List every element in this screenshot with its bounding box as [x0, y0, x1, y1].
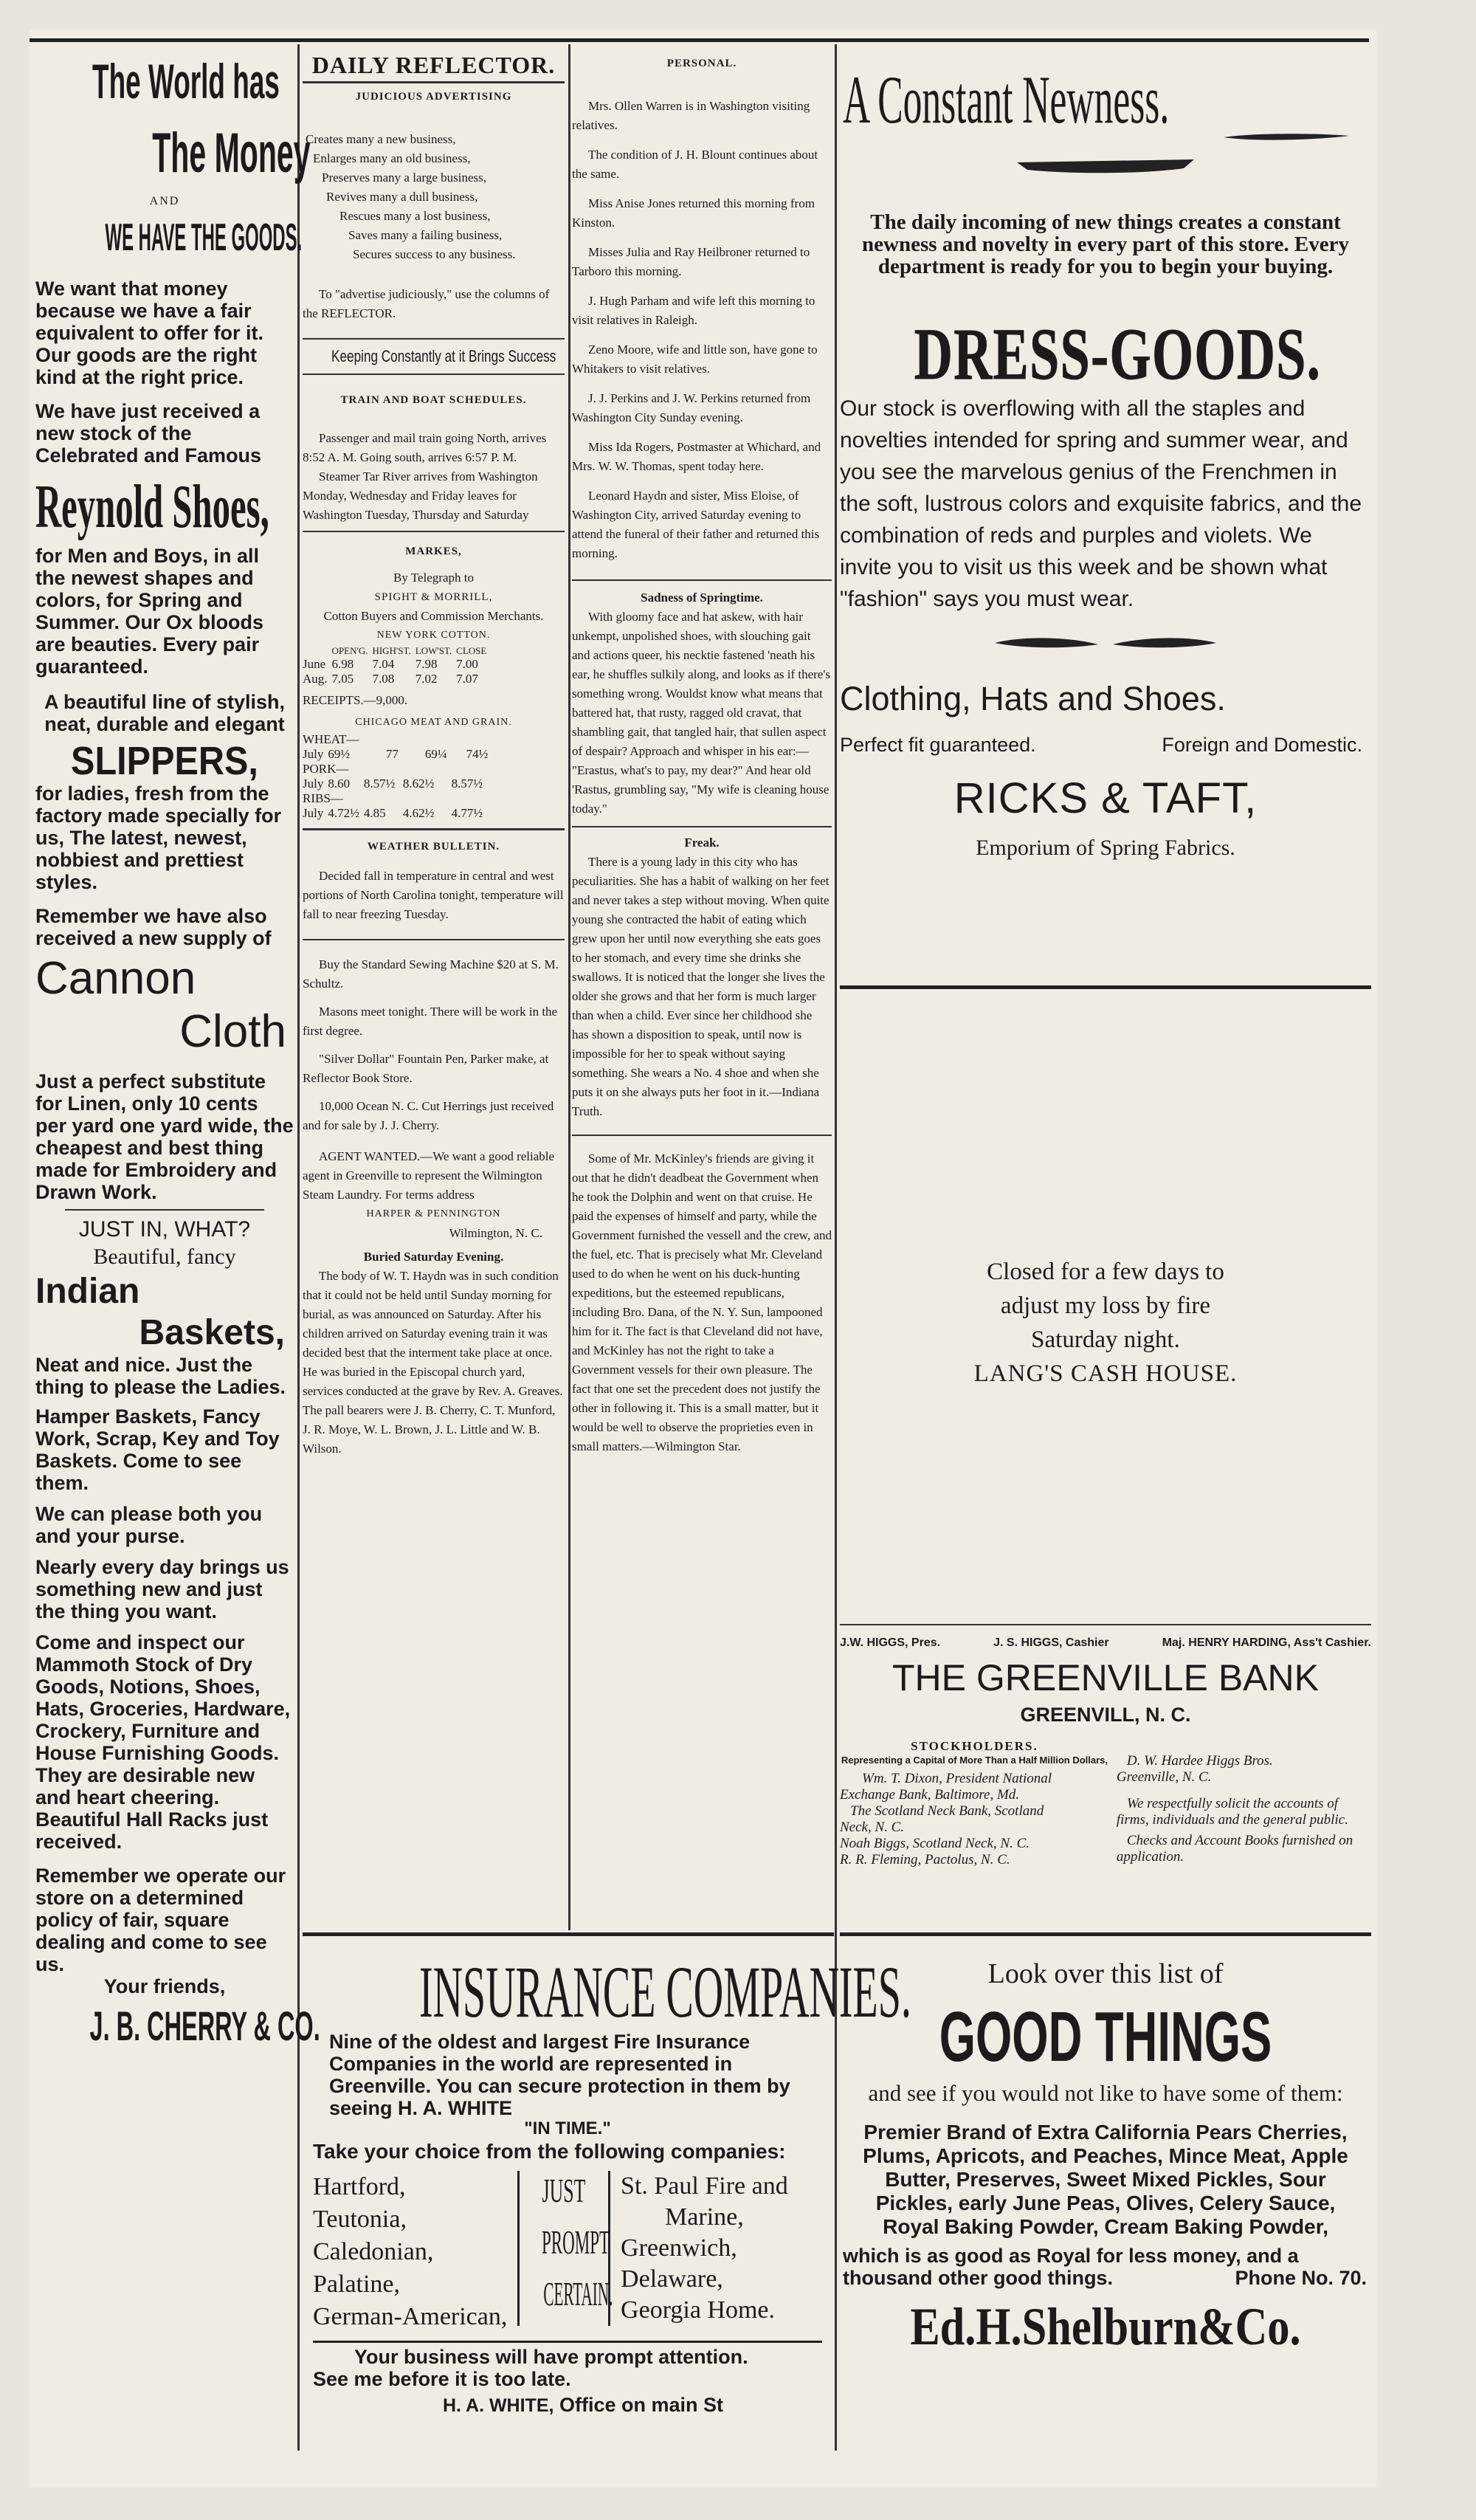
local-item: 10,000 Ocean N. C. Cut Herrings just received and for sale by J. J. Cherry. [303, 1099, 554, 1132]
cell: 7.07 [456, 672, 478, 686]
cherry-paragraph-4: A beautiful line of stylish, neat, durable and elegant [44, 691, 286, 735]
cherry-paragraph-9: Hamper Baskets, Fancy Work, Scrap, Key and Toy Baskets. Come to see them. [35, 1405, 280, 1494]
personal-heading: PERSONAL. [666, 58, 737, 69]
company: St. Paul Fire and [621, 2172, 788, 2200]
look-over: Look over this list of [987, 1958, 1224, 1989]
lang-notice [840, 989, 1371, 1624]
reflector-masthead: DAILY REFLECTOR. [303, 52, 565, 83]
personal-item: Zeno Moore, wife and little son, have gone to Whitakers to visit relatives. [572, 342, 818, 376]
sadness-text: With gloomy face and hat askew, with hair unkempt, unpolished shoes, with slouching gait and actions queer, his necktie fastened 'neath his ear, he shuffles sulkily along, and looks as if there's something wrong. Wouldst know what means that battered hat, that rusty, ragged old cravat, that shambling gait, that tangled hair, that sullen aspect of despair? Approach and whisper in his ear:— "Erastus, what's to pay, my dear?" And hear old 'Rastus, grumbling say, "My wife is cleaning house today." [572, 610, 831, 816]
left-companies [313, 2171, 517, 2333]
lang-line: Closed for a few days to [987, 1259, 1224, 1285]
judicious-line: Creates many a new business, [306, 132, 456, 146]
good-things-title: GOOD THINGS [939, 1997, 1272, 2076]
grain-row [303, 747, 492, 762]
cotton-row [303, 657, 491, 672]
judicious-line: Saves many a failing business, [348, 228, 503, 242]
local-item: "Silver Dollar" Fountain Pen, Parker make, at Reflector Book Store. [303, 1052, 549, 1085]
stockholder-line: Exchange Bank, Baltimore, Md. [840, 1787, 1020, 1803]
lang-line: adjust my loss by fire [1000, 1292, 1211, 1319]
local-item: Masons meet tonight. There will be work in the first degree. [303, 1005, 558, 1038]
just-in: JUST IN, WHAT? [78, 1217, 251, 1242]
beautiful-fancy: Beautiful, fancy [93, 1244, 236, 1269]
ricks-headline: A Constant Newness. [843, 62, 1170, 137]
cell: 7.02 [415, 672, 438, 686]
bank-name: THE GREENVILLE BANK [892, 1657, 1319, 1698]
just-prompt-certain [517, 2171, 613, 2326]
emporium: Emporium of Spring Fabrics. [976, 836, 1235, 860]
insurance-office: Office on main St [559, 2394, 723, 2416]
cherry-paragraph-13: Beautiful Hall Racks just received. [35, 1808, 269, 1853]
right-companies [610, 2171, 832, 2333]
ricks-intro: The daily incoming of new things creates a constant newness and novelty in every part of this store. Every department is ready for you to begin your buying. [862, 210, 1349, 278]
bank-officer: Maj. HENRY HARDING, Ass't Cashier. [1162, 1636, 1371, 1649]
motto-word: CERTAIN. [543, 2275, 613, 2313]
bank-capital: Representing a Capital of More Than a Half Million Dollars, [841, 1755, 1108, 1766]
cotton-table [303, 645, 491, 686]
buried-heading: Buried Saturday Evening. [363, 1250, 504, 1264]
dress-goods-title: DRESS-GOODS. [914, 313, 1322, 395]
clothing-hats-shoes: Clothing, Hats and Shoes. [840, 680, 1226, 717]
cotton-header-row [303, 645, 491, 657]
cell: 77 [385, 747, 399, 761]
bank-city: GREENVILL, N. C. [1020, 1704, 1191, 1726]
cell: 7.00 [456, 657, 478, 671]
personal-item: Misses Julia and Ray Heilbroner returned to Tarboro this morning. [572, 245, 810, 278]
stockholders-heading: STOCKHOLDERS. [911, 1739, 1038, 1753]
ricks-taft-name: RICKS & TAFT, [953, 774, 1258, 822]
telegraph-line: By Telegraph to [393, 571, 474, 585]
cotton-col: OPEN'G. [331, 645, 368, 656]
markets-heading: MARKES, [405, 545, 462, 557]
cherry-headline-1: The World has [92, 54, 280, 109]
local-item: Buy the Standard Sewing Machine $20 at S. M. Schultz. [303, 957, 559, 991]
train-heading: TRAIN AND BOAT SCHEDULES. [340, 394, 527, 406]
cell: 4.62½ [402, 806, 435, 820]
stockholder-line: Wm. T. Dixon, President National [862, 1771, 1052, 1786]
cell: 69¼ [424, 747, 447, 761]
cotton-row [303, 672, 491, 686]
insurance-intro: Nine of the oldest and largest Fire Insurance Companies in the world are represented in Greenville. You can secure protection in them by seeing H. A. WHITE [329, 2031, 790, 2119]
cherry-headline-3: WE HAVE THE GOODS. [105, 216, 303, 259]
stockholder-line: The Scotland Neck Bank, Scotland [850, 1803, 1044, 1819]
cell: Aug. [303, 672, 328, 686]
greenville-bank-advertisement [840, 1628, 1371, 1930]
cell: 8.57½ [451, 777, 483, 791]
grain-label: PORK— [303, 762, 349, 776]
cell: 4.77½ [451, 806, 483, 820]
insurance-footer-2: See me before it is too late. [313, 2368, 571, 2390]
cherry-paragraph-1: We want that money because we have a fair equivalent to offer for it. Our goods are the right kind at the right price. [35, 278, 264, 388]
cell: June [303, 657, 326, 671]
judicious-line: Rescues many a lost business, [339, 209, 491, 223]
cell: 4.85 [363, 806, 386, 820]
buried-text: The body of W. T. Haydn was in such condition that it could not be held until Sunday morning for burial, as was announced on Saturday. After his children arrived on Saturday evening train it was decided best that the interment take place at once. He was buried in the Episcopal church yard, services conducted at the grave by Rev. A. Greaves. The pall bearers were J. B. Cherry, C. T. Munford, J. R. Moye, W. L. Brown, J. L. Little and W. B. Wilson. [303, 1269, 563, 1456]
insurance-choice: Take your choice from the following companies: [313, 2140, 786, 2163]
personal-item: Leonard Haydn and sister, Miss Eloise, of Washington City, arrived Saturday evening to attend the funeral of their father and returned this morning. [572, 489, 820, 560]
grain-row [303, 806, 492, 821]
agent-city: Wilmington, N. C. [449, 1226, 542, 1240]
cherry-paragraph-14: Remember we operate our store on a determined policy of fair, square dealing and come to see us. [35, 1865, 286, 1975]
column-rule-2 [568, 44, 570, 1930]
cell: 7.98 [415, 657, 438, 671]
personal-item: Mrs. Ollen Warren is in Washington visiting relatives. [572, 99, 810, 132]
cell: 8.62½ [402, 777, 435, 791]
top-rule [30, 38, 1369, 42]
good-things-list: Premier Brand of Extra California Pears Cherries, Plums, Apricots, and Peaches, Mince Meat, Apple Butter, Preserves, Sweet Mixed Pickles, Sour Pickles, early June Peas, Olives, Celery Sauce, Royal Baking Powder, Cream Baking Powder, [863, 2121, 1348, 2238]
scroll-ornament-icon [987, 633, 1224, 655]
judicious-line: Secures success to any business. [353, 247, 516, 261]
insurance-top-rule [303, 1932, 834, 1936]
bank-checks: Checks and Account Books furnished on application. [1116, 1833, 1353, 1865]
company: Palatine, [313, 2271, 401, 2298]
foreign-domestic: Foreign and Domestic. [1162, 734, 1362, 756]
cell: 8.60 [328, 777, 351, 791]
cell: July [303, 747, 324, 761]
stockholder-line: D. W. Hardee Higgs Bros. [1126, 1753, 1273, 1769]
ornament-icon [1017, 155, 1194, 177]
cherry-paragraph-3: for Men and Boys, in all the newest shapes and colors, for Spring and Summer. Our Ox bloods are beauties. Every pair guaranteed. [35, 545, 264, 678]
judicious-heading: JUDICIOUS ADVERTISING [355, 91, 512, 103]
cotton-col: CLOSE [456, 645, 487, 656]
personal-column [572, 52, 832, 1927]
personal-item: Miss Ida Rogers, Postmaster at Whichard, and Mrs. W. W. Thomas, spent today here. [572, 440, 821, 473]
see-if: and see if you would not like to have some of them: [868, 2080, 1343, 2106]
market-firm-desc: Cotton Buyers and Commission Merchants. [323, 609, 544, 623]
cannon-title: Cannon [35, 953, 196, 1004]
chicago-heading: CHICAGO MEAT AND GRAIN. [355, 717, 512, 728]
lang-name: LANG'S CASH HOUSE. [973, 1360, 1238, 1387]
cherry-paragraph-6: Remember we have also received a new supply of [35, 905, 272, 949]
market-firm: SPIGHT & MORRILL, [374, 591, 493, 603]
advertise-note: To "advertise judiciously," use the columns of the REFLECTOR. [303, 287, 550, 320]
cotton-col: LOW'ST. [415, 645, 452, 656]
phone-number: Phone No. 70. [1235, 2267, 1367, 2289]
shelburn-advertisement [840, 1938, 1371, 2454]
agent-wanted: AGENT WANTED.—We want a good reliable agent in Greenville to represent the Wilmington Steam Laundry. For terms address [303, 1149, 555, 1202]
indian-title: Indian [35, 1272, 140, 1311]
grain-row [303, 777, 492, 791]
reynold-shoes-title: Reynold Shoes, [35, 472, 269, 541]
column-rule-3 [835, 44, 837, 2451]
bank-officer: J. S. HIGGS, Cashier [993, 1636, 1109, 1649]
slippers-title: SLIPPERS, [71, 739, 258, 783]
cherry-friends: Your friends, [103, 1975, 226, 1997]
cell: 6.98 [331, 657, 354, 671]
cherry-signature: J. B. CHERRY & CO. [89, 2003, 320, 2049]
perfect-fit: Perfect fit guaranteed. [840, 734, 1036, 756]
freak-heading: Freak. [684, 836, 720, 850]
motto-word: PROMPT [542, 2223, 610, 2261]
cell: 7.04 [372, 657, 395, 671]
cherry-headline-2: The Money [152, 122, 311, 185]
bank-top-rule [840, 1624, 1371, 1625]
cotton-col: HIGH'ST. [372, 645, 411, 656]
personal-items [572, 97, 832, 563]
cell: 74½ [466, 747, 489, 761]
stockholder-line: Greenville, N. C. [1116, 1769, 1212, 1785]
baskets-title: Baskets, [139, 1313, 285, 1352]
grain-table [303, 732, 492, 821]
personal-item: J. J. Perkins and J. W. Perkins returned from Washington City Sunday evening. [572, 391, 811, 424]
personal-item: Miss Anise Jones returned this morning from Kinston. [572, 196, 815, 230]
cherry-paragraph-5: for ladies, fresh from the factory made specially for us, The latest, newest, nobbiest and prettiest styles. [35, 782, 282, 893]
cloth-title: Cloth [179, 1006, 286, 1057]
lang-line: Saturday night. [1031, 1326, 1180, 1353]
cell: 4.72½ [328, 806, 359, 820]
stockholder-line: R. R. Fleming, Pactolus, N. C. [840, 1852, 1010, 1867]
cell: 7.05 [331, 672, 354, 686]
steamer-text: Steamer Tar River arrives from Washington Monday, Wednesday and Friday leaves for Washington Tuesday, Thursday and Saturday [303, 469, 538, 522]
company: Hartford, [313, 2173, 406, 2200]
royal-line: which is as good as Royal for less money, and a thousand other good things. [843, 2245, 1299, 2289]
ny-cotton-heading: NEW YORK COTTON. [376, 630, 491, 641]
judicious-line: Revives many a dull business, [326, 190, 478, 204]
cherry-paragraph-2: We have just received a new stock of the Celebrated and Famous [35, 400, 262, 467]
ricks-taft-advertisement [840, 52, 1371, 982]
cell: 7.08 [372, 672, 395, 686]
insurance-advertisement [303, 1938, 911, 2454]
in-time: "IN TIME." [524, 2118, 611, 2138]
judicious-line: Enlarges many an old business, [313, 151, 471, 165]
judicious-list [306, 130, 565, 264]
motto-word: JUST [542, 2172, 586, 2209]
column-rule-1 [297, 44, 300, 2451]
personal-item: The condition of J. H. Blount continues about the same. [572, 148, 818, 181]
company: Greenwich, [621, 2234, 737, 2262]
judicious-line: Preserves many a large business, [322, 171, 486, 185]
dress-goods-text: Our stock is overflowing with all the staples and novelties intended for spring and summer wear, and you see the marvelous genius of the Frenchmen in the soft, lustrous colors and exquisite fabrics, and the combination of reds and purples and violets. We invite you to visit us this week and be shown what "fashion" says you must wear. [840, 396, 1362, 611]
company: Delaware, [621, 2265, 723, 2293]
cherry-paragraph-8: Neat and nice. Just the thing to please the Ladies. [35, 1354, 286, 1398]
stockholder-line: Neck, N. C. [840, 1820, 905, 1835]
cell: 8.57½ [363, 777, 396, 791]
bank-solicit: We respectfully solicit the accounts of firms, individuals and the general public. [1116, 1796, 1348, 1828]
weather-heading: WEATHER BULLETIN. [367, 841, 500, 853]
agent-firm: HARPER & PENNINGTON [366, 1208, 501, 1219]
weather-text: Decided fall in temperature in central and west portions of North Carolina tonight, temperature will fall to near freezing Tuesday. [303, 869, 564, 921]
cherry-paragraph-11: Nearly every day brings us something new and just the thing you want. [35, 1556, 289, 1622]
cell: July [303, 806, 324, 820]
cell: 69½ [328, 747, 351, 761]
insurance-footer-1: Your business will have prompt attention. [354, 2346, 748, 2368]
personal-item: J. Hugh Parham and wife left this morning to visit relatives in Raleigh. [572, 294, 815, 327]
insurance-agent: H. A. WHITE, [443, 2395, 554, 2416]
flourish-icon [1224, 131, 1349, 143]
company: Marine, [665, 2203, 744, 2231]
grain-label: RIBS— [303, 791, 343, 805]
company: Caledonian, [313, 2238, 434, 2265]
bank-officer: J.W. HIGGS, Pres. [840, 1636, 941, 1649]
keeping-slogan: Keeping Constantly at it Brings Success [331, 347, 556, 365]
cherry-paragraph-7: Just a perfect substitute for Linen, only 10 cents per yard one yard wide, the cheapest and best thing made for Embroidery and Drawn Work. [35, 1070, 294, 1203]
sadness-heading: Sadness of Springtime. [641, 591, 763, 605]
shelburn-top-rule [840, 1932, 1371, 1936]
company: German-American, [313, 2303, 508, 2330]
receipts: RECEIPTS.—9,000. [303, 693, 408, 707]
grain-label: WHEAT— [303, 732, 359, 746]
mckinley-text: Some of Mr. McKinley's friends are giving it out that he didn't deadbeat the Government when he took the Dolphin and went on that cruise. He paid the expenses of himself and party, while the Government furnished the vessell and the crew, and the fuel, etc. That is precisely what Mr. Cleveland used to do when he went on his duck-hunting expeditions, but the esteemed republicans, including Bro. Dana, of the N. Y. Sun, lampooned him for it. The fact is that Cleveland did not have, and McKinley has not the right to take a Government vessels for their own pleasure. The fact that one set the precedent does not justify the other in following it. This is a small matter, but it would be well to observe the proprieties even in small matters.—Wilmington Star. [572, 1151, 832, 1453]
shelburn-firm: Ed.H.Shelburn&Co. [910, 2297, 1301, 2356]
company: Georgia Home. [621, 2296, 776, 2324]
cherry-paragraph-10: We can please both you and your purse. [35, 1503, 263, 1547]
reflector-column [303, 52, 565, 1927]
cherry-and: AND [149, 195, 180, 207]
cell: July [303, 777, 324, 791]
cherry-paragraph-12: Come and inspect our Mammoth Stock of Dry Goods, Notions, Shoes, Hats, Groceries, Hardware, Crockery, Furniture and House Furnishing Goods. They are desirable new and heart cheering. [35, 1631, 291, 1808]
freak-text: There is a young lady in this city who has peculiarities. She has a habit of walking on her feet and never takes a step without moving. When quite young she contracted the habit of eating which grew upon her until now everything she eats goes to her stomach, and every time she drinks she swallows. It is noticed that the longer she lives the older she grows and that her form is much larger than when a child. Ever since her childhood she has shown a disposition to speak, until now is impossible for her to speak without saying something. She wears a No. 4 shoe and when she puts it on she always puts her foot in it.—Indiana Truth. [572, 855, 830, 1118]
company: Teutonia, [313, 2206, 407, 2233]
stockholder-line: Noah Biggs, Scotland Neck, N. C. [840, 1836, 1030, 1851]
insurance-headline: INSURANCE COMPANIES. [418, 1951, 911, 2033]
train-text: Passenger and mail train going North, arrives 8:52 A. M. Going south, arrives 6:57 P. M. [303, 431, 547, 464]
